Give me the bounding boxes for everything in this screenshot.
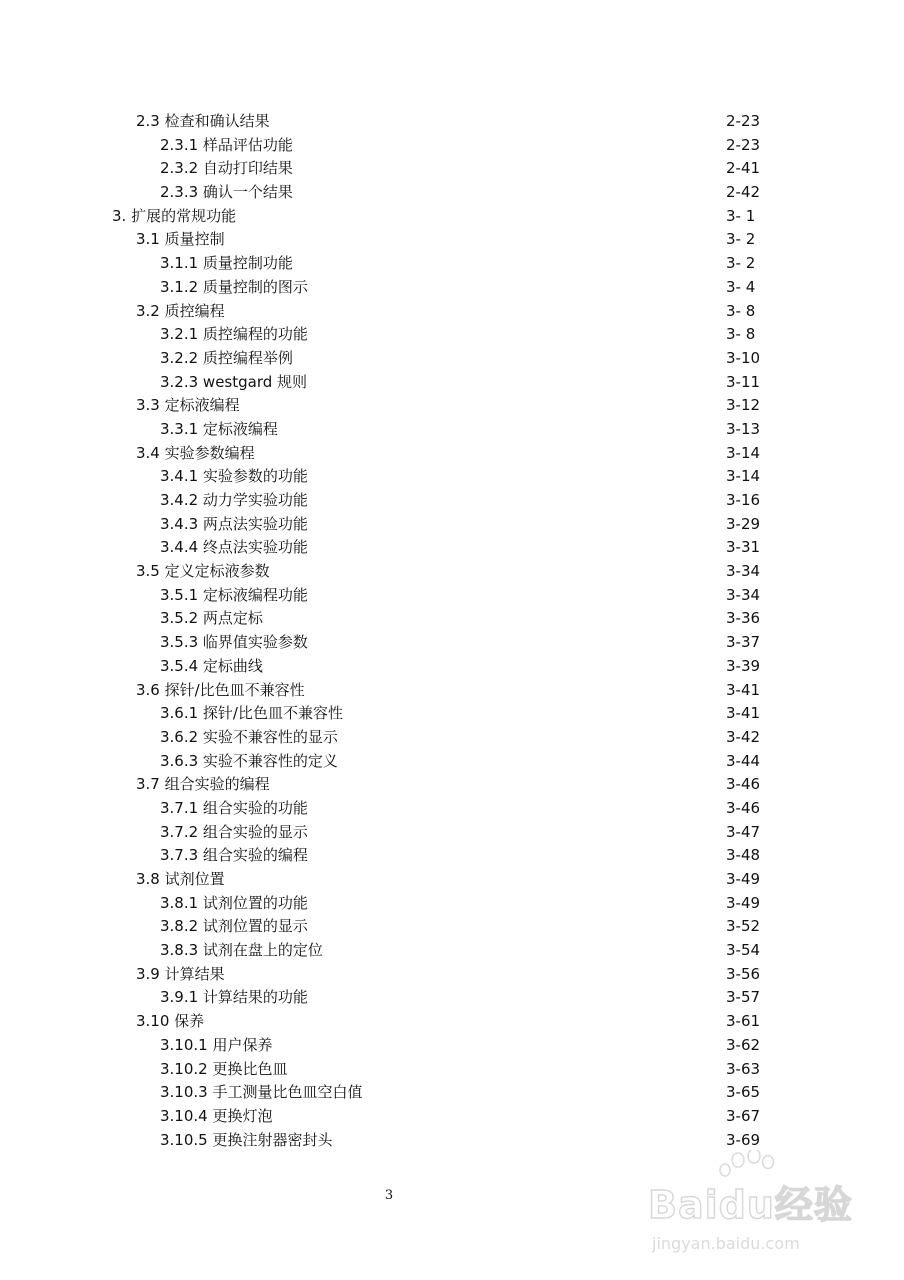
toc-entry-page: 2-23 [726,135,761,154]
toc-entry-page: 3- 8 [726,301,756,320]
toc-entry-page: 3-12 [726,396,761,415]
toc-entry-page: 3-34 [726,585,761,604]
toc-entry-page: 3-44 [726,751,761,770]
toc-entry-page: 3-31 [726,538,761,557]
baidu-jingyan-watermark [640,1150,880,1270]
toc-entry [0,205,904,229]
toc-entry [0,110,904,134]
toc-entry-title: 3.4.4 终点法实验功能 [160,538,308,557]
toc-entry-title: 3.6 探针/比色皿不兼容性 [136,680,305,699]
toc-entry [0,1081,904,1105]
toc-entry-page: 3-65 [726,1083,761,1102]
toc-entry-title: 3.8.3 试剂在盘上的定位 [160,941,323,960]
toc-entry-page: 3-61 [726,1012,761,1031]
toc-entry-title: 3.8.1 试剂位置的功能 [160,893,308,912]
toc-entry-title: 2.3.1 样品评估功能 [160,135,293,154]
toc-entry-title: 3.5.2 两点定标 [160,609,263,628]
toc-entry-title: 3.9.1 计算结果的功能 [160,988,308,1007]
toc-entry [0,1010,904,1034]
toc-entry [0,1105,904,1129]
toc-entry-title: 3.5 定义定标液参数 [136,562,270,581]
toc-entry [0,892,904,916]
toc-entry-page: 2-41 [726,159,761,178]
toc-entry-page: 3-41 [726,704,761,723]
toc-entry-page: 3-47 [726,822,761,841]
toc-entry [0,607,904,631]
toc-entry-title: 2.3.2 自动打印结果 [160,159,293,178]
toc-entry [0,181,904,205]
watermark-url: jingyan.baidu.com [652,1234,800,1253]
toc-entry [0,1034,904,1058]
toc-entry [0,773,904,797]
toc-entry [0,868,904,892]
toc-entry [0,702,904,726]
toc-entry-title: 3.10.1 用户保养 [160,1035,273,1054]
toc-entry-page: 3-56 [726,964,761,983]
toc-entry-page: 3-10 [726,348,761,367]
toc-entry-page: 3-57 [726,988,761,1007]
toc-entry-title: 2.3.3 确认一个结果 [160,183,293,202]
toc-entry-page: 3-14 [726,467,761,486]
toc-entry-page: 3-42 [726,727,761,746]
toc-entry [0,821,904,845]
toc-entry-page: 3- 1 [726,206,756,225]
toc-entry [0,536,904,560]
toc-entry-page: 3-49 [726,893,761,912]
toc-entry-page: 3- 4 [726,277,756,296]
toc-entry-page: 3-69 [726,1130,761,1149]
toc-entry-page: 3- 2 [726,254,756,273]
toc-entry [0,228,904,252]
toc-entry [0,347,904,371]
toc-entry-page: 3-11 [726,372,761,391]
toc-entry-title: 3.1.2 质量控制的图示 [160,277,308,296]
toc-entry [0,560,904,584]
watermark-brand: Baidu经验 [648,1183,853,1227]
toc-entry [0,584,904,608]
toc-entry [0,513,904,537]
toc-entry-page: 3-16 [726,491,761,509]
toc-entry [0,157,904,181]
toc-entry-title: 3.10.5 更换注射器密封头 [160,1130,333,1149]
toc-entry-page: 3-41 [726,680,761,699]
toc-entry [0,1058,904,1082]
toc-entry [0,844,904,868]
toc-entry-page: 3-37 [726,633,761,652]
toc-entry [0,276,904,300]
toc-entry-title: 3.6.3 实验不兼容性的定义 [160,751,338,770]
toc-entry [0,939,904,963]
toc-entry-page: 3-63 [726,1059,761,1078]
toc-entry [0,631,904,655]
toc-entry-title: 3.2.3 westgard 规则 [160,372,308,391]
toc-entry-title: 3.4 实验参数编程 [136,443,255,462]
toc-entry [0,726,904,750]
toc-entry-page: 3- 2 [726,230,756,249]
toc-entry [0,394,904,418]
toc-entry-page: 3-48 [726,846,761,865]
toc-entry-title: 3.2.1 质控编程的功能 [160,325,308,344]
toc-entry-page: 3-62 [726,1035,761,1054]
toc-entry-title: 3.7.2 组合实验的显示 [160,822,308,841]
toc-entry-title: 3.7 组合实验的编程 [136,775,270,794]
toc-entry-page: 3-34 [726,562,761,581]
toc-entry-title: 2.3 检查和确认结果 [136,112,270,130]
toc-entry-title: 3.8.2 试剂位置的显示 [160,917,308,936]
toc-entry-page: 3- 8 [726,325,756,344]
toc-entry-title: 3.7.1 组合实验的功能 [160,798,308,817]
toc-entry-title: 3.10.4 更换灯泡 [160,1106,273,1125]
toc-entry-page: 3-49 [726,870,761,888]
toc-entry-title: 3.3.1 定标液编程 [160,419,278,438]
toc-entry [0,134,904,158]
toc-entry [0,300,904,324]
toc-entry [0,1129,904,1153]
toc-entry-title: 3.3 定标液编程 [136,396,240,415]
toc-entry-page: 3-36 [726,609,761,628]
toc-entry-page: 2-42 [726,183,761,202]
toc-entry [0,750,904,774]
toc-entry [0,797,904,821]
toc-entry-title: 3.6.2 实验不兼容性的显示 [160,727,338,746]
toc-entry-page: 3-46 [726,798,761,817]
toc-entry-title: 3.2 质控编程 [136,301,225,320]
toc-entry [0,986,904,1010]
toc-entry-page: 3-46 [726,775,761,794]
toc-entry-page: 3-29 [726,514,761,533]
toc-entry-page: 3-39 [726,656,761,675]
toc-entry [0,371,904,395]
toc-entry-title: 3.7.3 组合实验的编程 [160,846,308,865]
page-number: 3 [384,1188,394,1203]
toc-entry-title: 3.9 计算结果 [136,964,225,983]
toc-entry [0,465,904,489]
toc-entry-title: 3.4.1 实验参数的功能 [160,467,308,486]
toc-entry [0,655,904,679]
toc-entry-title: 3.1.1 质量控制功能 [160,254,293,273]
toc-entry-title: 3.10 保养 [136,1012,205,1031]
toc-entry-title: 3.10.2 更换比色皿 [160,1059,288,1078]
toc-entry-page: 3-67 [726,1106,761,1125]
toc-entry-page: 3-14 [726,443,761,462]
toc-entry [0,915,904,939]
toc-entry-page: 3-54 [726,941,761,960]
toc-entry-title: 3.5.1 定标液编程功能 [160,585,308,604]
toc-entry [0,679,904,703]
toc-entry-page: 3-13 [726,419,761,438]
toc-entry-title: 3.1 质量控制 [136,230,225,249]
toc-entry-title: 3.5.4 定标曲线 [160,656,263,675]
table-of-contents [0,110,904,1152]
toc-entry-title: 3.10.3 手工测量比色皿空白值 [160,1083,363,1102]
toc-entry [0,963,904,987]
toc-entry [0,489,904,513]
toc-entry-title: 3. 扩展的常规功能 [112,206,237,225]
toc-entry-page: 3-52 [726,917,761,936]
toc-entry [0,418,904,442]
toc-entry-title: 3.4.3 两点法实验功能 [160,514,308,533]
toc-entry-title: 3.5.3 临界值实验参数 [160,633,308,652]
toc-entry-page: 2-23 [726,112,761,130]
toc-entry-title: 3.8 试剂位置 [136,870,225,888]
toc-entry-title: 3.6.1 探针/比色皿不兼容性 [160,704,343,723]
toc-entry [0,442,904,466]
toc-entry-title: 3.2.2 质控编程举例 [160,348,293,367]
toc-entry-title: 3.4.2 动力学实验功能 [160,491,308,509]
toc-entry [0,252,904,276]
toc-entry [0,323,904,347]
